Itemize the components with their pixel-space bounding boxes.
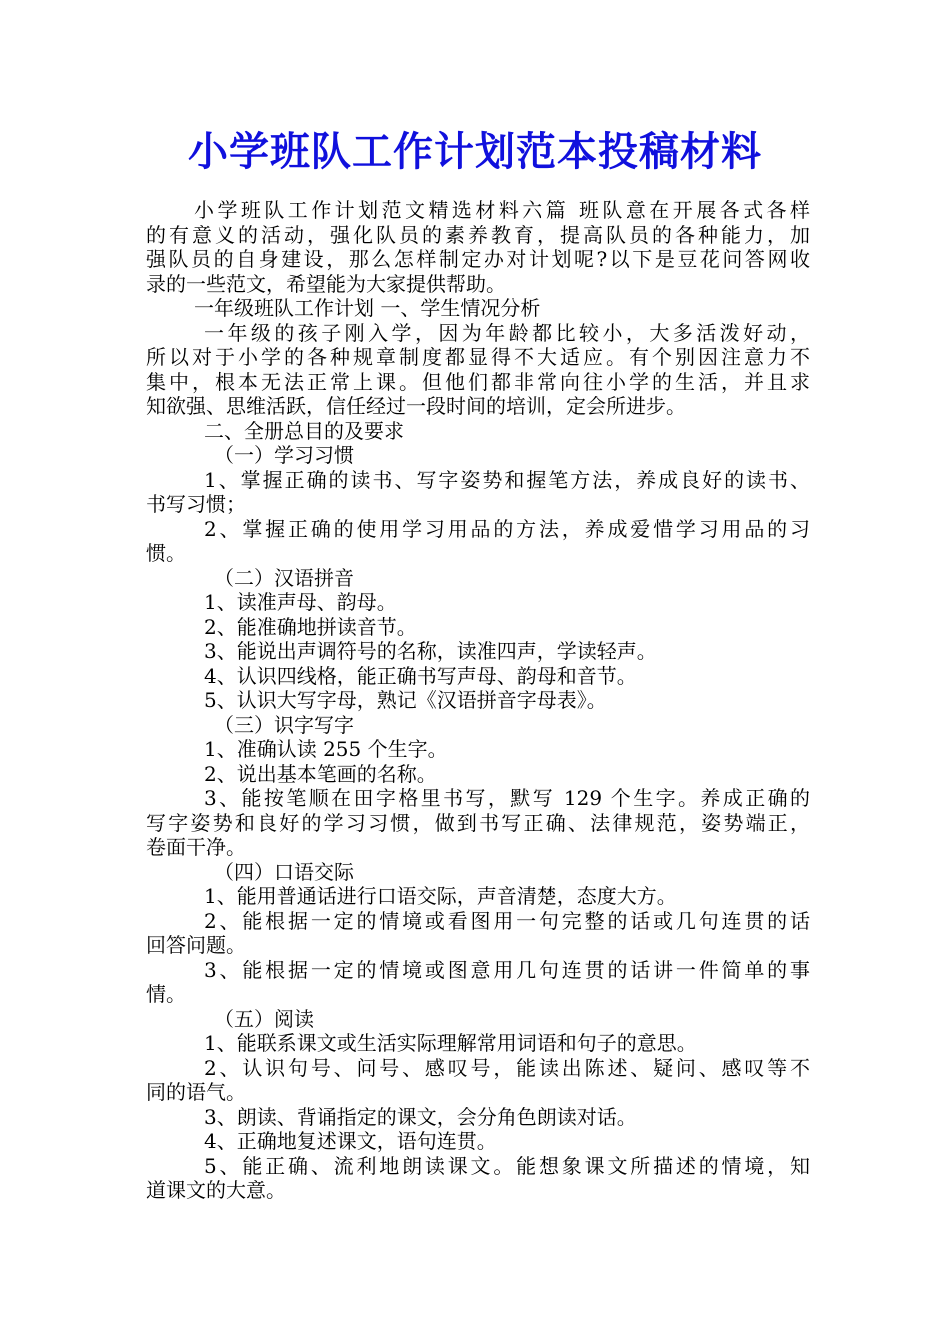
list-item-continuation: 情。 bbox=[146, 982, 186, 1006]
list-item: 4、认识四线格，能正确书写声母、韵母和音节。 bbox=[204, 663, 637, 688]
list-item-continuation: 写字姿势和良好的学习习惯，做到书写正确、法律规范，姿势端正， bbox=[146, 810, 810, 835]
list-item-continuation: 回答问题。 bbox=[146, 933, 246, 957]
paragraph-line: 一年级的孩子刚入学，因为年龄都比较小，大多活泼好动， bbox=[204, 320, 810, 345]
list-item: 1、掌握正确的读书、写字姿势和握笔方法，养成良好的读书、 bbox=[204, 467, 810, 492]
document-title: 小学班队工作计划范本投稿材料 bbox=[188, 129, 762, 175]
section-heading: 二、全册总目的及要求 bbox=[204, 418, 404, 443]
list-item: 3、能说出声调符号的名称，读准四声，学读轻声。 bbox=[204, 639, 657, 663]
paragraph-line: 强队员的自身建设，那么怎样制定办对计划呢?以下是豆花问答网收 bbox=[146, 247, 810, 271]
list-item: 2、说出基本笔画的名称。 bbox=[204, 761, 437, 786]
paragraph-line: 的有意义的活动，强化队员的素养教育，提高队员的各种能力，加 bbox=[146, 222, 810, 247]
list-item: 2、掌握正确的使用学习用品的方法，养成爱惜学习用品的习 bbox=[204, 516, 810, 541]
list-item: 1、准确认读 255 个生字。 bbox=[204, 737, 448, 761]
list-item: 5、能正确、流利地朗读课文。能想象课文所描述的情境，知 bbox=[204, 1153, 810, 1178]
list-item: 1、能用普通话进行口语交际，声音清楚，态度大方。 bbox=[204, 884, 677, 908]
list-item: 3、朗读、背诵指定的课文，会分角色朗读对话。 bbox=[204, 1104, 637, 1129]
list-item-continuation: 卷面干净。 bbox=[146, 835, 246, 859]
list-item: 1、读准声母、韵母。 bbox=[204, 590, 397, 614]
list-item: 3、能按笔顺在田字格里书写，默写 129 个生字。养成正确的 bbox=[204, 786, 810, 810]
list-item: 1、能联系课文或生活实际理解常用词语和句子的意思。 bbox=[204, 1031, 697, 1055]
list-item: 5、认识大写字母，熟记《汉语拼音字母表》。 bbox=[204, 688, 607, 712]
section-heading: 一年级班队工作计划 一、学生情况分析 bbox=[194, 296, 541, 320]
paragraph-line: 集中，根本无法正常上课。但他们都非常向往小学的生活，并且求 bbox=[146, 369, 810, 394]
list-item-continuation: 惯。 bbox=[146, 541, 186, 565]
document-body bbox=[146, 198, 810, 1203]
paragraph-line: 所以对于小学的各种规章制度都显得不大适应。有个别因注意力不 bbox=[146, 345, 810, 369]
subsection-heading: （二）汉语拼音 bbox=[214, 565, 354, 590]
list-item: 2、能根据一定的情境或看图用一句完整的话或几句连贯的话 bbox=[204, 908, 810, 933]
subsection-heading: （五）阅读 bbox=[214, 1006, 314, 1031]
subsection-heading: （一）学习习惯 bbox=[214, 443, 354, 467]
list-item-continuation: 书写习惯； bbox=[146, 492, 246, 516]
list-item: 2、认识句号、问号、感叹号，能读出陈述、疑问、感叹等不 bbox=[204, 1055, 810, 1080]
subsection-heading: （四）口语交际 bbox=[214, 859, 354, 884]
list-item: 4、正确地复述课文，语句连贯。 bbox=[204, 1129, 497, 1153]
list-item-continuation: 道课文的大意。 bbox=[146, 1178, 286, 1202]
paragraph-line: 小学班队工作计划范文精选材料六篇 班队意在开展各式各样 bbox=[194, 198, 810, 222]
list-item: 2、能准确地拼读音节。 bbox=[204, 614, 417, 639]
paragraph-line: 录的一些范文，希望能为大家提供帮助。 bbox=[146, 271, 506, 296]
list-item: 3、能根据一定的情境或图意用几句连贯的话讲一件简单的事 bbox=[204, 957, 810, 982]
list-item-continuation: 同的语气。 bbox=[146, 1080, 246, 1104]
paragraph-line: 知欲强、思维活跃，信任经过一段时间的培训，定会所进步。 bbox=[146, 394, 686, 418]
subsection-heading: （三）识字写字 bbox=[214, 712, 354, 737]
